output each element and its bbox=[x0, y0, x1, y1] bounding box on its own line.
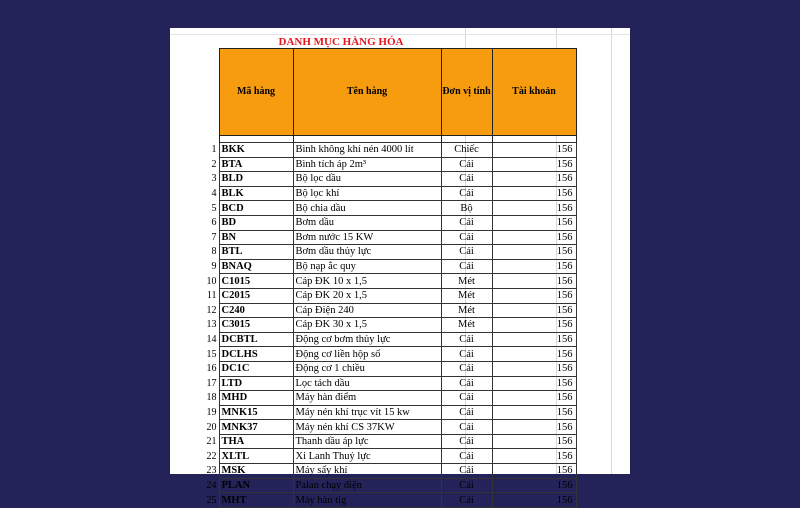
cell-account[interactable]: 156 bbox=[492, 201, 576, 216]
cell-code[interactable]: C3015 bbox=[219, 318, 293, 333]
cell-unit[interactable]: Mét bbox=[441, 318, 492, 333]
cell-account[interactable]: 156 bbox=[492, 449, 576, 464]
row-number: 25 bbox=[195, 493, 219, 508]
cell-unit[interactable]: Cái bbox=[441, 405, 492, 420]
cell-code[interactable]: XLTL bbox=[219, 449, 293, 464]
cell-unit[interactable]: Cái bbox=[441, 259, 492, 274]
cell-name[interactable]: Bình không khí nén 4000 lít bbox=[293, 143, 441, 158]
cell-code[interactable]: BTA bbox=[219, 157, 293, 172]
cell-code[interactable]: DCLHS bbox=[219, 347, 293, 362]
table-row bbox=[195, 493, 576, 508]
cell-name[interactable]: Bình tích áp 2m³ bbox=[293, 157, 441, 172]
cell-account[interactable]: 156 bbox=[492, 347, 576, 362]
row-number-header bbox=[195, 49, 219, 136]
table-row bbox=[195, 215, 576, 230]
cell-name[interactable]: Cáp ĐK 30 x 1,5 bbox=[293, 318, 441, 333]
table-row bbox=[195, 434, 576, 449]
row-number: 16 bbox=[195, 361, 219, 376]
cell-code[interactable]: MSK bbox=[219, 464, 293, 479]
row-number: 1 bbox=[195, 143, 219, 158]
cell-name[interactable]: Máy nén khí trục vít 15 kw bbox=[293, 405, 441, 420]
table-row bbox=[195, 376, 576, 391]
column-header-unit[interactable]: Đơn vị tính bbox=[441, 49, 492, 136]
row-number: 3 bbox=[195, 172, 219, 187]
cell-name[interactable]: Xi Lanh Thuỷ lực bbox=[293, 449, 441, 464]
cell-account[interactable]: 156 bbox=[492, 376, 576, 391]
table-row bbox=[195, 143, 576, 158]
cell-account[interactable]: 156 bbox=[492, 318, 576, 333]
cell-unit[interactable]: Cái bbox=[441, 157, 492, 172]
cell-code[interactable]: THA bbox=[219, 434, 293, 449]
cell-code[interactable]: BKK bbox=[219, 143, 293, 158]
row-number: 10 bbox=[195, 274, 219, 289]
cell-code[interactable]: BLK bbox=[219, 186, 293, 201]
table-row bbox=[195, 449, 576, 464]
cell-account[interactable]: 156 bbox=[492, 259, 576, 274]
cell-unit[interactable]: Cái bbox=[441, 186, 492, 201]
row-number: 20 bbox=[195, 420, 219, 435]
table-row bbox=[195, 464, 576, 479]
grid-line bbox=[611, 28, 612, 474]
table-row bbox=[195, 332, 576, 347]
row-number: 9 bbox=[195, 259, 219, 274]
table-row bbox=[195, 318, 576, 333]
table-row bbox=[195, 391, 576, 406]
cell-unit[interactable]: Cái bbox=[441, 478, 492, 493]
cell-unit[interactable]: Cái bbox=[441, 420, 492, 435]
cell-unit[interactable]: Cái bbox=[441, 215, 492, 230]
row-number: 8 bbox=[195, 245, 219, 260]
cell-account[interactable]: 156 bbox=[492, 274, 576, 289]
row-number: 15 bbox=[195, 347, 219, 362]
cell-code[interactable]: MHD bbox=[219, 391, 293, 406]
cell-unit[interactable]: Cái bbox=[441, 434, 492, 449]
cell-name[interactable]: Động cơ liền hộp số bbox=[293, 347, 441, 362]
table-row bbox=[195, 259, 576, 274]
page-title[interactable]: DANH MỤC HÀNG HÓA bbox=[278, 36, 404, 48]
cell-name[interactable]: Cáp ĐK 20 x 1,5 bbox=[293, 288, 441, 303]
row-number: 5 bbox=[195, 201, 219, 216]
cell-unit[interactable]: Cái bbox=[441, 347, 492, 362]
cell-account[interactable]: 156 bbox=[492, 143, 576, 158]
cell-name[interactable]: Bơm dầu bbox=[293, 215, 441, 230]
cell-unit[interactable]: Mét bbox=[441, 288, 492, 303]
row-number: 21 bbox=[195, 434, 219, 449]
cell-code[interactable]: BD bbox=[219, 215, 293, 230]
row-number: 11 bbox=[195, 288, 219, 303]
table-row bbox=[195, 186, 576, 201]
row-number: 14 bbox=[195, 332, 219, 347]
table-row bbox=[195, 172, 576, 187]
product-table bbox=[195, 48, 577, 508]
row-number: 6 bbox=[195, 215, 219, 230]
table-row bbox=[195, 230, 576, 245]
cell-name[interactable]: Bộ nạp ắc quy bbox=[293, 259, 441, 274]
cell-unit[interactable]: Bộ bbox=[441, 201, 492, 216]
cell-unit[interactable]: Cái bbox=[441, 230, 492, 245]
column-header-account[interactable]: Tài khoản bbox=[492, 49, 576, 136]
cell-unit[interactable]: Cái bbox=[441, 376, 492, 391]
row-number: 19 bbox=[195, 405, 219, 420]
cell-unit[interactable]: Cái bbox=[441, 493, 492, 508]
cell-account[interactable]: 156 bbox=[492, 478, 576, 493]
spacer-row bbox=[195, 136, 576, 143]
cell-code[interactable]: DC1C bbox=[219, 361, 293, 376]
cell-account[interactable]: 156 bbox=[492, 157, 576, 172]
cell-code[interactable]: MNK15 bbox=[219, 405, 293, 420]
spreadsheet-area bbox=[170, 28, 630, 506]
cell-code[interactable]: MHT bbox=[219, 493, 293, 508]
table-row bbox=[195, 478, 576, 493]
cell-unit[interactable]: Cái bbox=[441, 332, 492, 347]
cell-account[interactable]: 156 bbox=[492, 303, 576, 318]
cell-code[interactable]: DCBTL bbox=[219, 332, 293, 347]
cell-account[interactable]: 156 bbox=[492, 172, 576, 187]
cell-unit[interactable]: Cái bbox=[441, 172, 492, 187]
row-number: 2 bbox=[195, 157, 219, 172]
cell-code[interactable]: LTD bbox=[219, 376, 293, 391]
row-number: 4 bbox=[195, 186, 219, 201]
cell-name[interactable]: Palan chạy điện bbox=[293, 478, 441, 493]
cell-unit[interactable]: Cái bbox=[441, 449, 492, 464]
table-row bbox=[195, 405, 576, 420]
cell-account[interactable]: 156 bbox=[492, 215, 576, 230]
column-header-name[interactable]: Tên hàng bbox=[293, 49, 441, 136]
row-number: 18 bbox=[195, 391, 219, 406]
table-row bbox=[195, 288, 576, 303]
cell-account[interactable]: 156 bbox=[492, 464, 576, 479]
cell-name[interactable]: Máy nén khí CS 37KW bbox=[293, 420, 441, 435]
cell-unit[interactable]: Mét bbox=[441, 274, 492, 289]
cell-name[interactable]: Động cơ bơm thủy lực bbox=[293, 332, 441, 347]
cell-account[interactable]: 156 bbox=[492, 186, 576, 201]
cell-unit[interactable]: Chiếc bbox=[441, 143, 492, 158]
row-number: 22 bbox=[195, 449, 219, 464]
cell-name[interactable]: Động cơ 1 chiều bbox=[293, 361, 441, 376]
row-number: 13 bbox=[195, 318, 219, 333]
cell-code[interactable]: BN bbox=[219, 230, 293, 245]
table-row bbox=[195, 201, 576, 216]
cell-unit[interactable]: Cái bbox=[441, 464, 492, 479]
cell-code[interactable]: C240 bbox=[219, 303, 293, 318]
table-row bbox=[195, 157, 576, 172]
cell-account[interactable]: 156 bbox=[492, 405, 576, 420]
cell-name[interactable]: Bơm dầu thủy lực bbox=[293, 245, 441, 260]
cell-name[interactable]: Lọc tách dầu bbox=[293, 376, 441, 391]
table-row bbox=[195, 420, 576, 435]
cell-account[interactable]: 156 bbox=[492, 288, 576, 303]
cell-name[interactable]: Bơm nước 15 KW bbox=[293, 230, 441, 245]
cell-code[interactable]: BCD bbox=[219, 201, 293, 216]
cell-account[interactable]: 156 bbox=[492, 332, 576, 347]
table-row bbox=[195, 347, 576, 362]
table-row bbox=[195, 245, 576, 260]
table-row bbox=[195, 361, 576, 376]
grid-line bbox=[170, 34, 630, 35]
cell-name[interactable]: Bộ lọc khí bbox=[293, 186, 441, 201]
cell-name[interactable]: Máy hàn tig bbox=[293, 493, 441, 508]
cell-code[interactable]: MNK37 bbox=[219, 420, 293, 435]
row-number: 17 bbox=[195, 376, 219, 391]
cell-code[interactable]: C1015 bbox=[219, 274, 293, 289]
cell-name[interactable]: Máy sấy khí bbox=[293, 464, 441, 479]
table-row bbox=[195, 303, 576, 318]
cell-code[interactable]: BNAQ bbox=[219, 259, 293, 274]
cell-code[interactable]: C2015 bbox=[219, 288, 293, 303]
cell-code[interactable]: PLAN bbox=[219, 478, 293, 493]
cell-code[interactable]: BLD bbox=[219, 172, 293, 187]
cell-account[interactable]: 156 bbox=[492, 391, 576, 406]
cell-name[interactable]: Cáp Điện 240 bbox=[293, 303, 441, 318]
cell-code[interactable]: BTL bbox=[219, 245, 293, 260]
cell-account[interactable]: 156 bbox=[492, 420, 576, 435]
row-number: 24 bbox=[195, 478, 219, 493]
cell-account[interactable]: 156 bbox=[492, 361, 576, 376]
cell-account[interactable]: 156 bbox=[492, 245, 576, 260]
cell-account[interactable]: 156 bbox=[492, 493, 576, 508]
cell-account[interactable]: 156 bbox=[492, 230, 576, 245]
table-row bbox=[195, 274, 576, 289]
cell-unit[interactable]: Mét bbox=[441, 303, 492, 318]
column-header-code[interactable]: Mã hàng bbox=[219, 49, 293, 136]
cell-unit[interactable]: Cái bbox=[441, 245, 492, 260]
cell-name[interactable]: Cáp ĐK 10 x 1,5 bbox=[293, 274, 441, 289]
cell-account[interactable]: 156 bbox=[492, 434, 576, 449]
cell-name[interactable]: Bộ lọc dầu bbox=[293, 172, 441, 187]
row-number: 23 bbox=[195, 464, 219, 479]
row-number: 7 bbox=[195, 230, 219, 245]
cell-name[interactable]: Bộ chia dầu bbox=[293, 201, 441, 216]
cell-name[interactable]: Thanh dầu áp lực bbox=[293, 434, 441, 449]
cell-unit[interactable]: Cái bbox=[441, 361, 492, 376]
cell-name[interactable]: Máy hàn điểm bbox=[293, 391, 441, 406]
cell-unit[interactable]: Cái bbox=[441, 391, 492, 406]
row-number: 12 bbox=[195, 303, 219, 318]
